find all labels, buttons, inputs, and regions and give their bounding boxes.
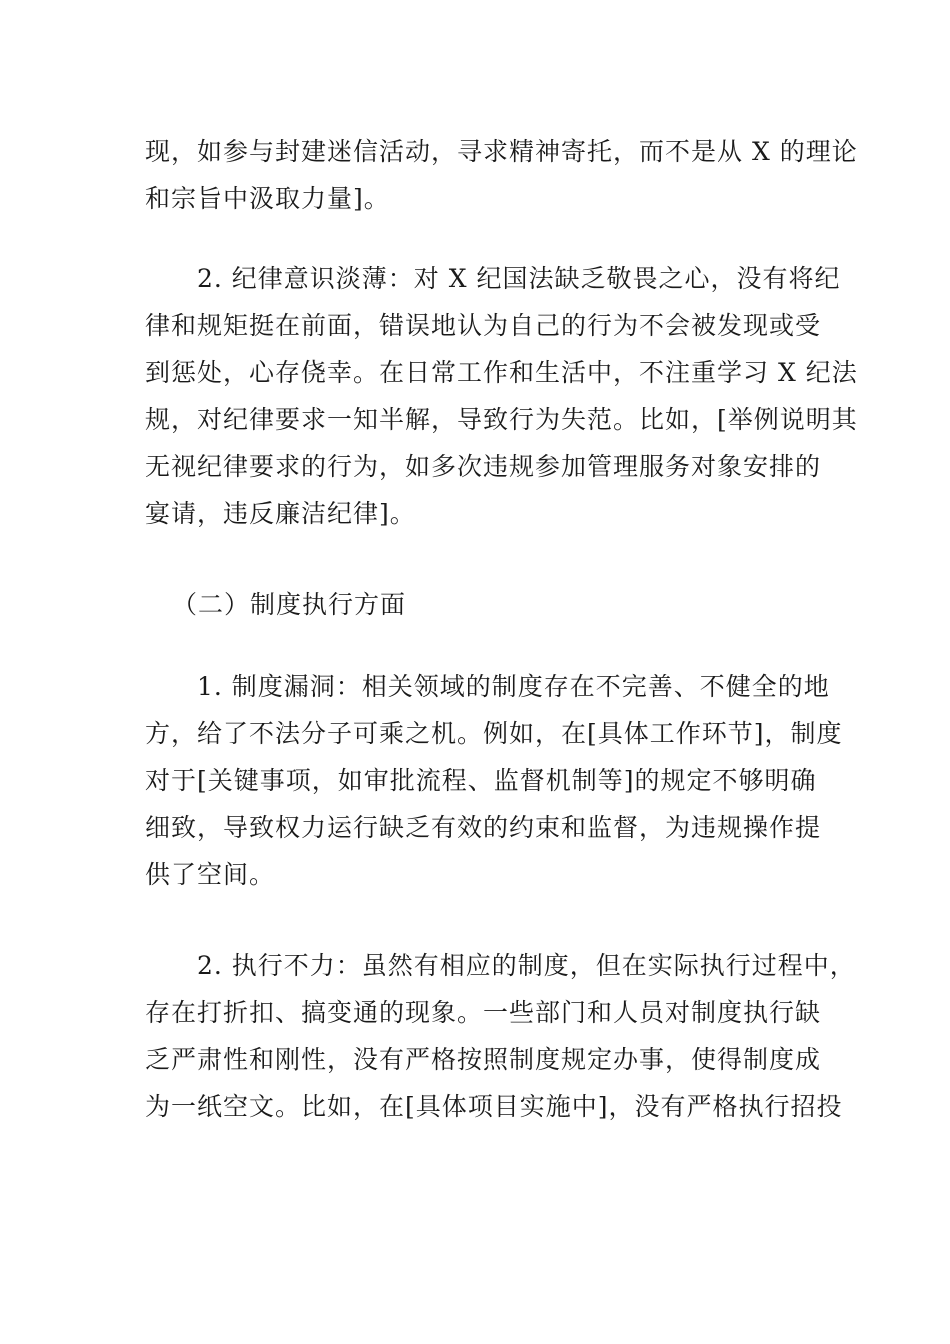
paragraph-continuation (145, 128, 858, 222)
text-line: 存在打折扣、搞变通的现象。一些部门和人员对制度执行缺 (145, 998, 822, 1027)
text-line: 2. 执行不力：虽然有相应的制度，但在实际执行过程中， (197, 951, 856, 980)
paragraph-system-loopholes (145, 663, 843, 898)
text-line: 到惩处，心存侥幸。在日常工作和生活中，不注重学习 X 纪法 (145, 358, 858, 387)
text-line: 1. 制度漏洞：相关领域的制度存在不完善、不健全的地 (197, 672, 830, 701)
text-line: 和宗旨中汲取力量]。 (145, 184, 390, 213)
text-line: 细致，导致权力运行缺乏有效的约束和监督，为违规操作提 (145, 813, 822, 842)
paragraph-ineffective-execution (145, 942, 856, 1130)
text-line: 宴请，违反廉洁纪律]。 (145, 499, 416, 528)
text-line: 供了空间。 (145, 860, 276, 889)
text-line: 律和规矩挺在前面，错误地认为自己的行为不会被发现或受 (145, 311, 822, 340)
section-heading (145, 581, 815, 628)
text-line: 为一纸空文。比如，在[具体项目实施中]，没有严格执行招投 (145, 1092, 843, 1121)
text-line: 方，给了不法分子可乘之机。例如，在[具体工作环节]，制度 (145, 719, 843, 748)
text-line: 对于[关键事项，如审批流程、监督机制等]的规定不够明确 (145, 766, 817, 795)
section-heading-text: （二）制度执行方面 (172, 590, 407, 619)
text-line: 现，如参与封建迷信活动，寻求精神寄托，而不是从 X 的理论 (145, 137, 858, 166)
paragraph-discipline-awareness (145, 255, 858, 537)
text-line: 乏严肃性和刚性，没有严格按照制度规定办事，使得制度成 (145, 1045, 822, 1074)
text-line: 2. 纪律意识淡薄：对 X 纪国法缺乏敬畏之心，没有将纪 (197, 264, 841, 293)
text-line: 无视纪律要求的行为，如多次违规参加管理服务对象安排的 (145, 452, 822, 481)
text-line: 规，对纪律要求一知半解，导致行为失范。比如，[举例说明其 (145, 405, 858, 434)
